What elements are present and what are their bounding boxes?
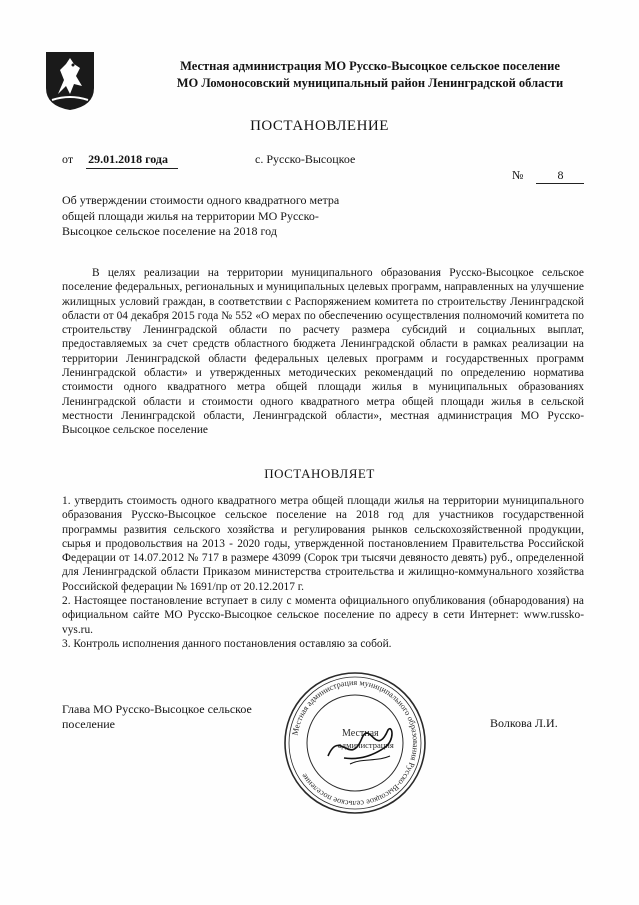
organization-line-2: МО Ломоносовский муниципальный район Ленинградской области [176,76,564,90]
document-preamble: В целях реализации на территории муниципального образования Русско-Высоцкое сельское поселение федеральных, региональных и муниципальных целевых программ, направленных на улучшение жилищных условий граждан, в соответствии с Распоряжением комитета по строительству Ленинградской области от 04 декабря 2015 года № 552 «О мерах по обеспечению осуществления полномочий комитета по строительству Ленинградской области по расчету размера субсидий и социальных выплат, предоставляемых за счет средств областного бюджета Ленинградской области в рамках реализации на территории Ленинградской области федеральных целевых программ и государственных программ Ленинградской области» и утвержденных методических рекомендаций по определению норматива стоимости одного квадратного метра общей площади жилья в муниципальных образованиях Ленинградской области и стоимости одного квадратного метра общей площади жилья в сельской местности Ленинградской области, Ленинградской области», местная администрация МО Русско-Высоцкое сельское поселение [62,267,584,437]
resolution-item-1: 1. утвердить стоимость одного квадратного метра общей площади жилья на территории муниципального образования Русско-Высоцкое сельское поселение на 2018 год для участников государственной программы развития сельского хозяйства и регулирования рынков сельскохозяйственной продукции, сырья и продовольствия на 2013 - 2020 годы, утвержденной постановлением Правительства Российской Федерации от 14.07.2012 № 717 в размере 43099 (Сорок три тысячи девяносто девять) руб., определенной для Ленинградской области Приказом министерства строительства и жилищно-коммунального хозяйства Российской федерации № 1691/пр от 20.12.2017 г. [62,495,584,593]
document-place: с. Русско-Высоцкое [255,152,356,166]
signatory-title: Глава МО Русско-Высоцкое сельское поселение [62,702,252,731]
resolution-item-3: 3. Контроль исполнения данного постановления оставляю за собой. [62,637,392,650]
stamp-center-line-2: администрация [338,740,394,750]
document-number [512,168,584,184]
date-value: 29.01.2018 года [86,152,178,169]
resolution-items [62,494,584,651]
organization-header [150,58,590,92]
document-type-title: ПОСТАНОВЛЕНИЕ [250,118,389,134]
date-prefix: от [62,152,74,166]
resolution-item-2: 2. Настоящее постановление вступает в силу с момента официального опубликования (обнародования) на официальном сайте МО Русско-Высоцкое сельское поселение по адресу в сети Интернет: www.russko-vys.ru. [62,595,584,636]
resolve-heading: ПОСТАНОВЛЯЕТ [264,466,375,481]
document-subject: Об утверждении стоимости одного квадратного метра общей площади жилья на территории МО Русско-Высоцкое сельское поселение на 2018 год [62,193,340,238]
organization-line-1: Местная администрация МО Русско-Высоцкое сельское поселение [180,59,560,73]
number-label: № [512,168,524,182]
stamp-center-line-1: Местная [342,728,379,739]
stamp-ring-text: Местная администрация муниципального образования Русско-Высоцкое сельское поселение [290,677,421,809]
coat-of-arms-emblem [44,50,96,112]
official-stamp [280,668,430,818]
number-value: 8 [536,168,584,184]
signatory-name: Волкова Л.И. [490,716,558,730]
document-date [62,152,178,169]
